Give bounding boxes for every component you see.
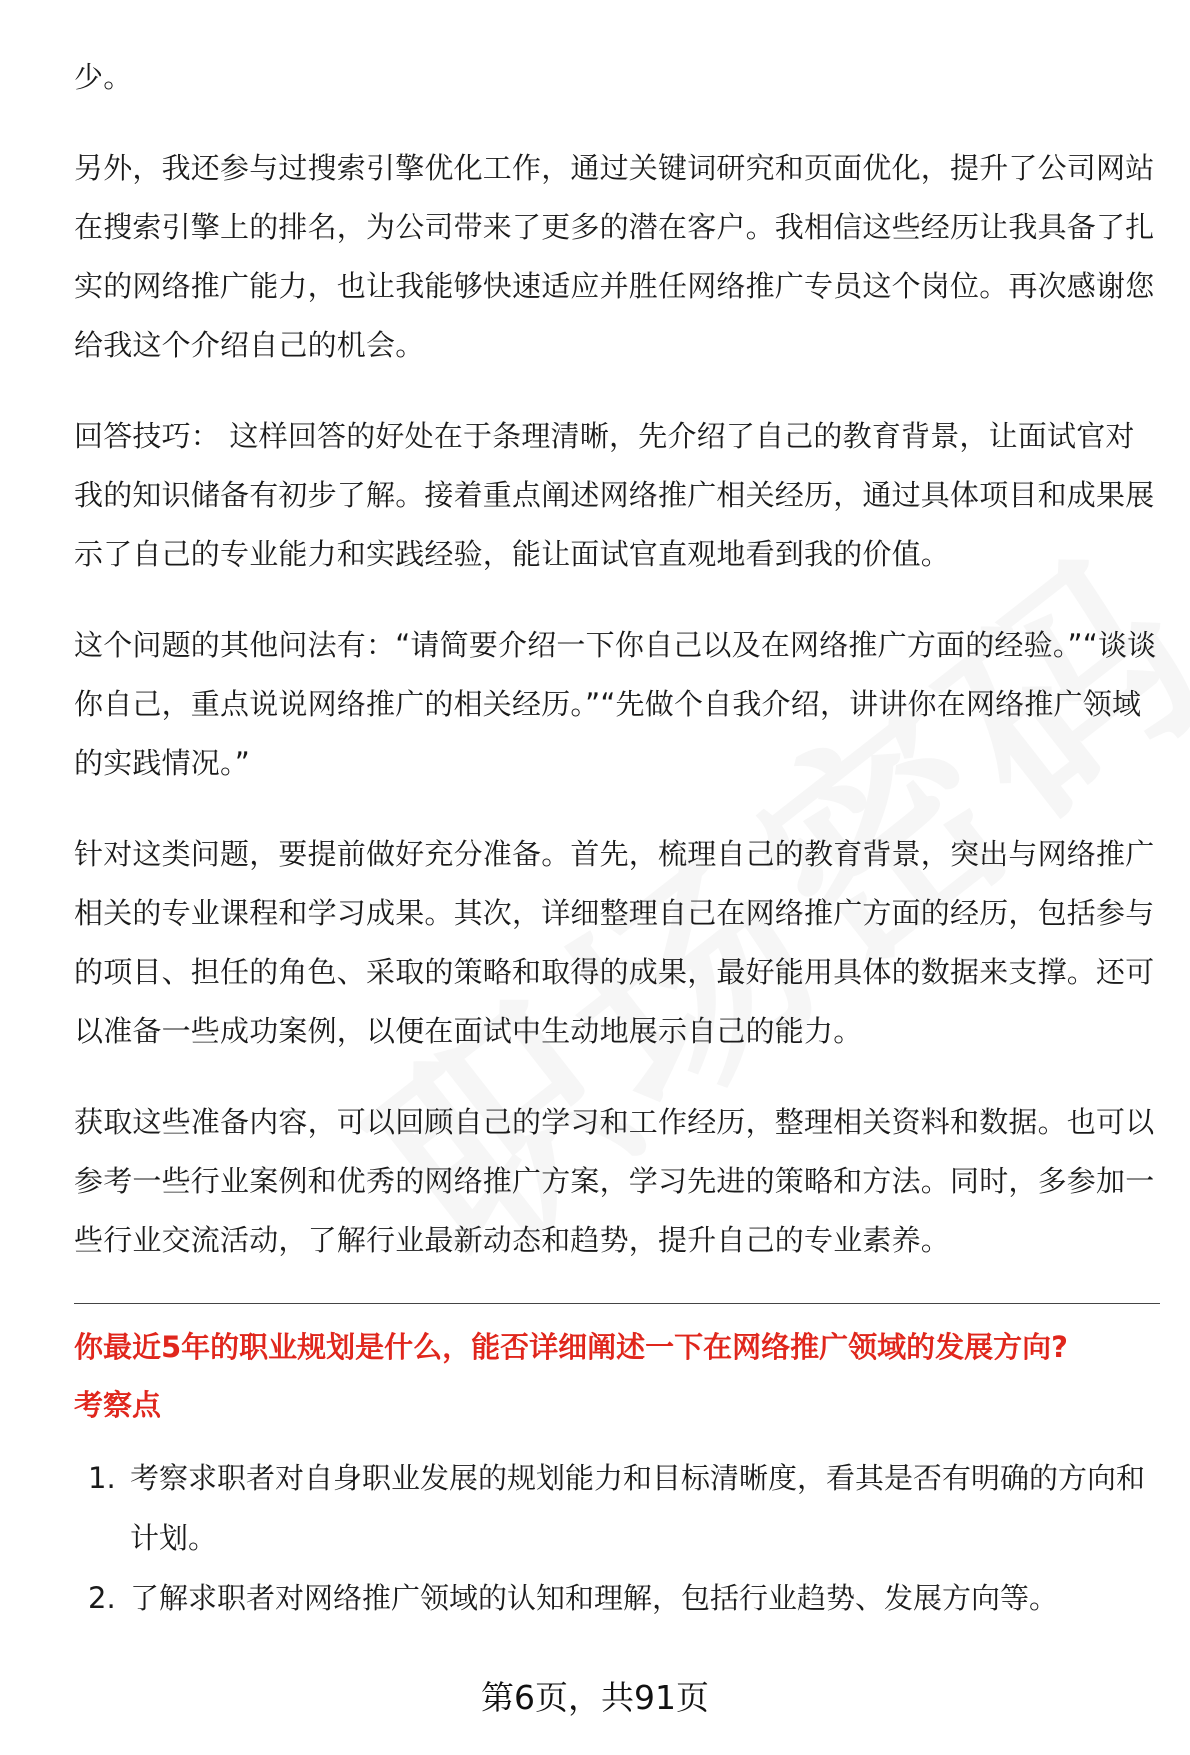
list-item-number: 1. <box>88 1461 116 1495</box>
paragraph-preparation: 针对这类问题，要提前做好充分准备。首先，梳理自己的教育背景，突出与网络推广相关的专业课程和学习成果。其次，详细整理自己在网络推广方面的经历，包括参与的项目、担任的角色、采取的策略和取得的成果，最好能用具体的数据来支撑。还可以准备一些成功案例，以便在面试中生动地展示自己的能力。 <box>74 837 1155 1048</box>
list-item-text: 考察求职者对自身职业发展的规划能力和目标清晰度，看其是否有明确的方向和计划。 <box>130 1461 1146 1555</box>
paragraph-resources: 获取这些准备内容，可以回顾自己的学习和工作经历，整理相关资料和数据。也可以参考一些行业案例和优秀的网络推广方案，学习先进的策略和方法。同时，多参加一些行业交流活动，了解行业最新动态和趋势，提升自己的专业素养。 <box>74 1105 1155 1257</box>
paragraph-continuation: 少。 <box>74 60 133 94</box>
section-divider <box>74 1303 1160 1304</box>
question-title: 你最近5年的职业规划是什么，能否详细阐述一下在网络推广领域的发展方向? <box>74 1330 1069 1364</box>
list-item-text: 了解求职者对网络推广领域的认知和理解，包括行业趋势、发展方向等。 <box>130 1581 1059 1615</box>
page-number-footer: 第6页，共91页 <box>481 1678 709 1717</box>
page-content <box>74 48 1160 1628</box>
list-item <box>74 1568 1160 1628</box>
assessment-list <box>74 1448 1160 1628</box>
section-label-assessment: 考察点 <box>74 1388 162 1422</box>
paragraph-alternative-questions: 这个问题的其他问法有：“请简要介绍一下你自己以及在网络推广方面的经验。”“谈谈你自己，重点说说网络推广的相关经历。”“先做个自我介绍，讲讲你在网络推广领域的实践情况。” <box>74 628 1157 780</box>
list-item-number: 2. <box>88 1581 116 1615</box>
list-item <box>74 1448 1160 1568</box>
paragraph-experience: 另外，我还参与过搜索引擎优化工作，通过关键词研究和页面优化，提升了公司网站在搜索引擎上的排名，为公司带来了更多的潜在客户。我相信这些经历让我具备了扎实的网络推广能力，也让我能够快速适应并胜任网络推广专员这个岗位。再次感谢您给我这个介绍自己的机会。 <box>74 151 1155 362</box>
paragraph-answer-tips: 回答技巧： 这样回答的好处在于条理清晰，先介绍了自己的教育背景，让面试官对我的知识储备有初步了解。接着重点阐述网络推广相关经历，通过具体项目和成果展示了自己的专业能力和实践经验，能让面试官直观地看到我的价值。 <box>74 419 1155 571</box>
